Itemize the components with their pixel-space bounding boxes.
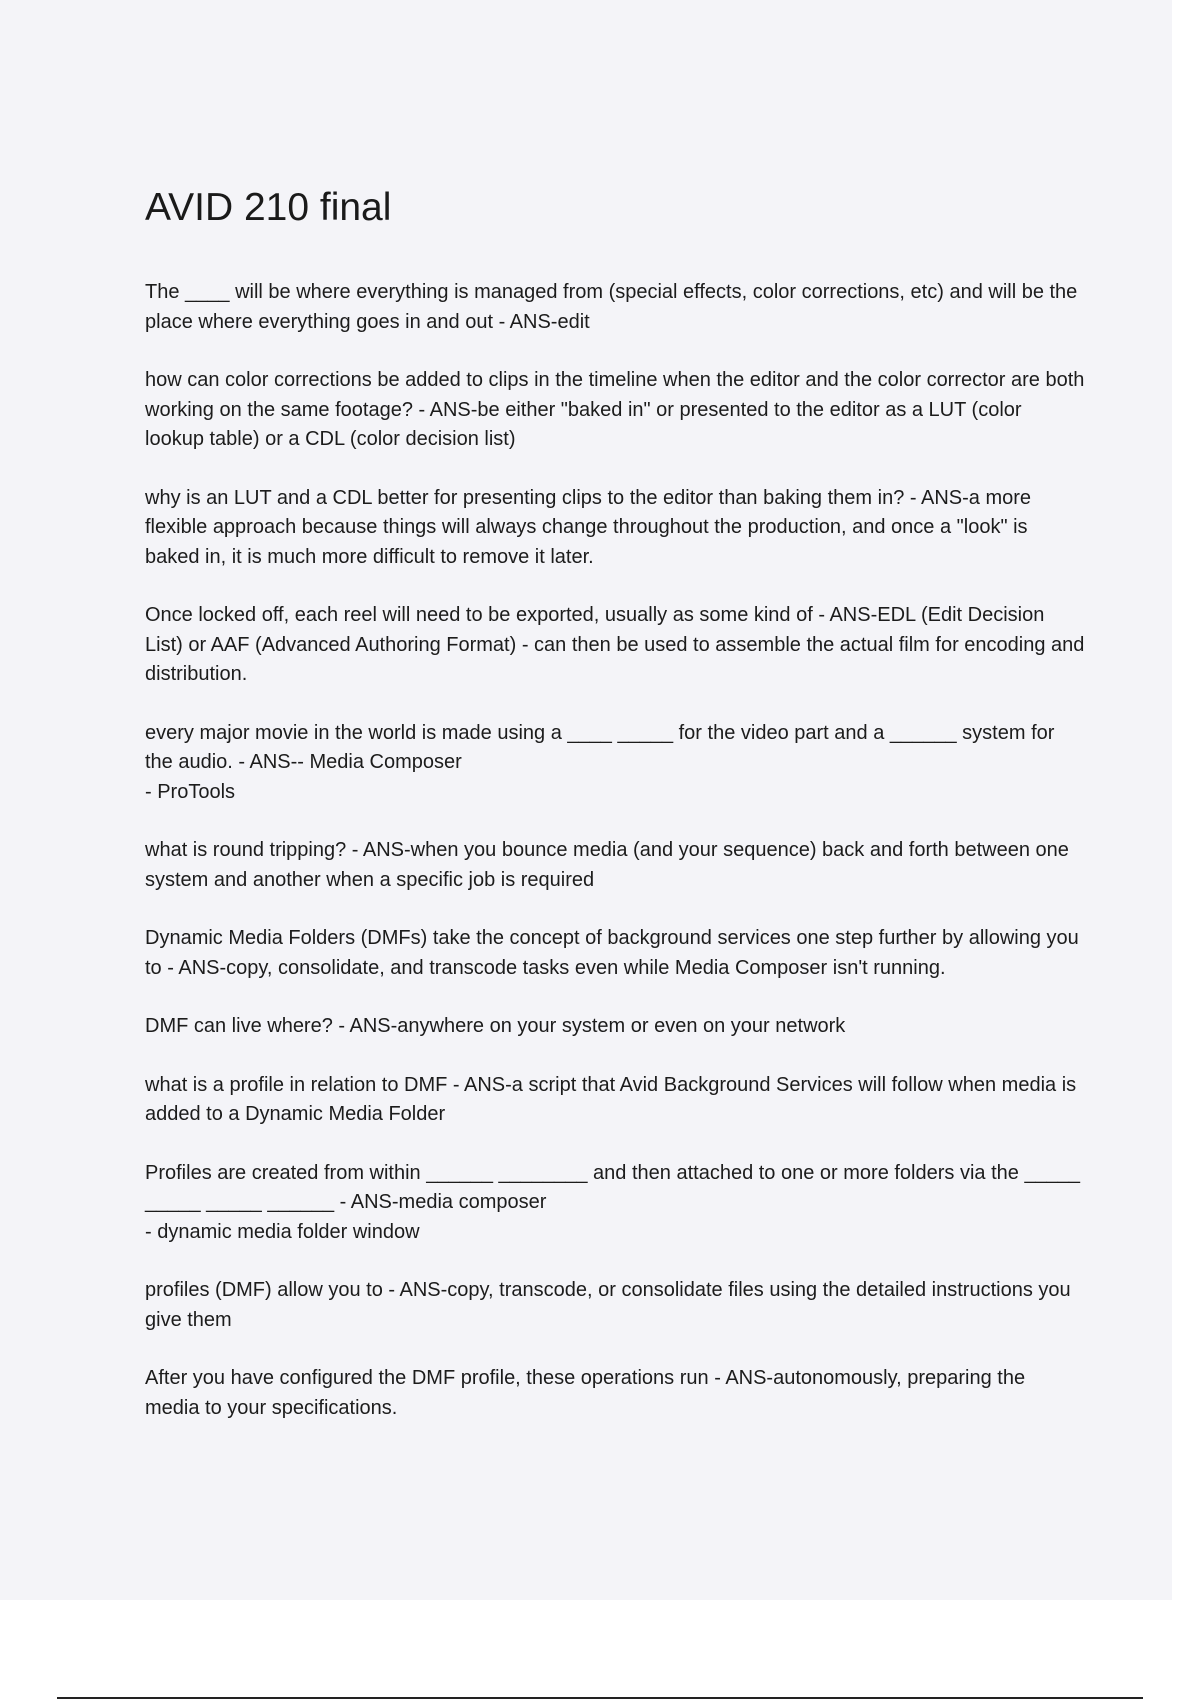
qa-entry: why is an LUT and a CDL better for presenting clips to the editor than baking them in? - ANS-a more flexible approach because things will always change throughout the production, and once a "look" is baked in, it is much more difficult to remove it later. — [145, 486, 1032, 568]
qa-entry: Once locked off, each reel will need to be exported, usually as some kind of - ANS-EDL (Edit Decision List) or AAF (Advanced Authoring Format) - can then be used to assemble the actual film for encoding and distribution. — [145, 604, 1085, 685]
document-title: AVID 210 final — [145, 186, 392, 229]
qa-entry: Dynamic Media Folders (DMFs) take the concept of background services one step further by allowing you to - ANS-copy, consolidate, and transcode tasks even while Media Composer isn't running. — [145, 927, 1079, 979]
qa-entry: After you have configured the DMF profile, these operations run - ANS-autonomously, preparing the media to your specifications. — [145, 1367, 1026, 1419]
qa-entry: Profiles are created from within ______ ________ and then attached to one or more folders via the _____ _____ _____ ______ - ANS-media composer - dynamic media folder window — [145, 1161, 1081, 1243]
qa-entry: The ____ will be where everything is managed from (special effects, color corrections, etc) and will be the place where everything goes in and out - ANS-edit — [145, 281, 1078, 333]
qa-entry: what is a profile in relation to DMF - ANS-a script that Avid Background Services will follow when media is added to a Dynamic Media Folder — [145, 1073, 1077, 1125]
qa-list — [145, 278, 1085, 1452]
qa-entry: profiles (DMF) allow you to - ANS-copy, transcode, or consolidate files using the detailed instructions you give them — [145, 1279, 1071, 1331]
footer-divider — [57, 1697, 1143, 1699]
qa-entry: what is round tripping? - ANS-when you bounce media (and your sequence) back and forth between one system and another when a specific job is required — [145, 839, 1069, 891]
qa-entry: DMF can live where? - ANS-anywhere on your system or even on your network — [145, 1015, 846, 1037]
qa-entry: every major movie in the world is made using a ____ _____ for the video part and a ______ system for the audio. - ANS-- Media Composer - ProTools — [145, 721, 1055, 803]
qa-entry: how can color corrections be added to clips in the timeline when the editor and the color corrector are both working on the same footage? - ANS-be either "baked in" or presented to the editor as a LUT (color lookup table) or a CDL (color decision list) — [145, 369, 1085, 450]
